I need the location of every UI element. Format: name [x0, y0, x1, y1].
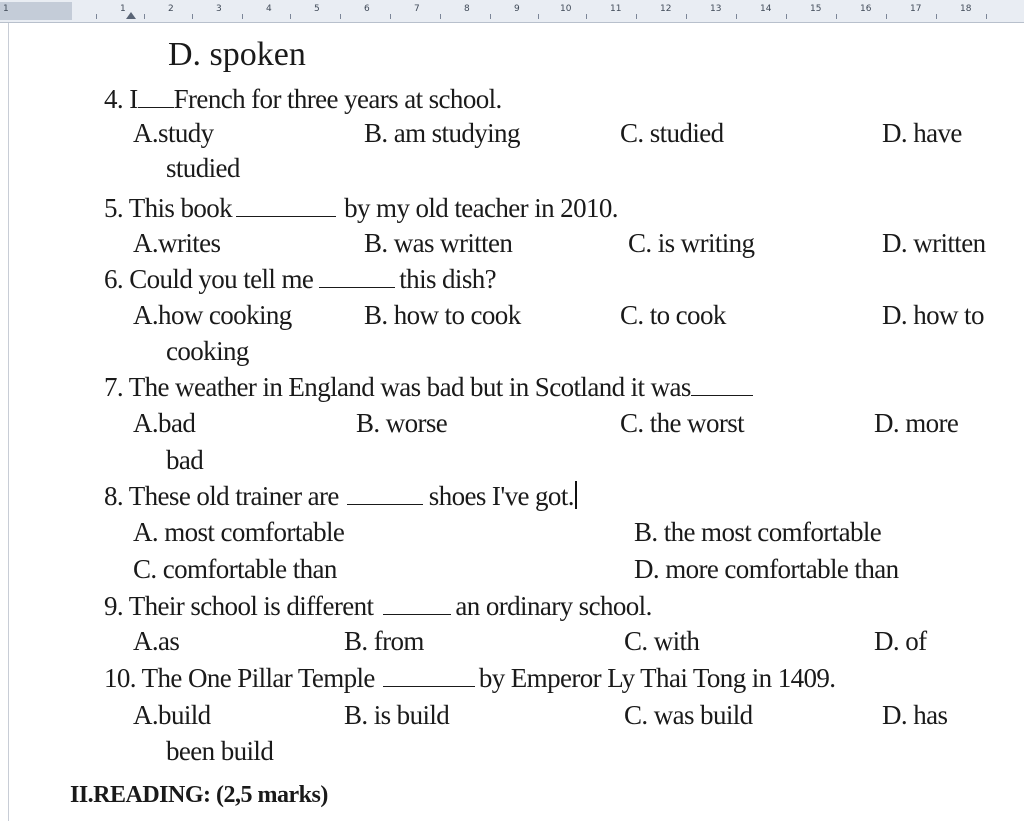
answer-blank: [383, 613, 451, 615]
question-text: this dish?: [399, 264, 497, 294]
option-c: C. is writing: [628, 228, 755, 258]
answer-blank: [319, 286, 395, 288]
ruler-number: 2: [168, 4, 174, 14]
section-heading: II.READING: (2,5 marks): [70, 782, 328, 808]
ruler-number: 13: [710, 4, 722, 14]
ruler-number: 15: [810, 4, 822, 14]
ruler-number: 14: [760, 4, 772, 14]
ruler-number: 10: [560, 4, 572, 14]
question-number: 9.: [104, 591, 124, 621]
option-a: A.how cooking: [133, 300, 292, 330]
option-d: D. more: [874, 408, 959, 438]
ruler-number: 5: [314, 4, 320, 14]
question-number: 8.: [104, 481, 124, 511]
horizontal-ruler[interactable]: [0, 0, 1024, 23]
option-a: A.as: [133, 626, 180, 656]
option-d: D. has: [882, 700, 948, 730]
option-b: B. am studying: [364, 118, 520, 148]
ruler-number: 16: [860, 4, 872, 14]
ruler-number: 18: [960, 4, 972, 14]
question-text: by Emperor Ly Thai Tong in 1409.: [478, 663, 836, 693]
question-text: This book: [128, 193, 233, 223]
ruler-number: 11: [610, 4, 622, 14]
option-b: B. the most comfortable: [634, 517, 882, 547]
option-c: C. with: [624, 626, 700, 656]
ruler-number: 1: [3, 4, 9, 14]
option-c: C. the worst: [620, 408, 745, 438]
option-c: C. was build: [624, 700, 753, 730]
answer-blank: [383, 685, 475, 687]
ruler-number: 9: [514, 4, 520, 14]
question-8: [104, 481, 577, 512]
question-number: 6.: [104, 264, 124, 294]
ruler-number: 6: [364, 4, 370, 14]
option-b: B. worse: [356, 408, 448, 438]
option-d: D. how to: [882, 300, 984, 330]
option-d-continued: been build: [166, 736, 274, 766]
ruler-number: 8: [464, 4, 470, 14]
option-b: B. is build: [344, 700, 450, 730]
option-a: A.study: [133, 118, 214, 148]
question-number: 10.: [104, 663, 136, 693]
page-margin-line: [8, 23, 9, 821]
option-b: B. from: [344, 626, 424, 656]
option-d-continued: cooking: [166, 336, 249, 366]
question-text: Their school is different: [128, 591, 374, 621]
ruler-margin-zone: [0, 2, 72, 20]
ruler-number: 17: [910, 4, 922, 14]
indent-marker[interactable]: [126, 12, 136, 19]
option-b: B. how to cook: [364, 300, 521, 330]
question-5: [104, 193, 618, 224]
option-a: A.writes: [133, 228, 221, 258]
question-text: by my old teacher in 2010.: [344, 193, 618, 223]
option-c: C. studied: [620, 118, 724, 148]
ruler-number: 1: [120, 4, 126, 14]
question-text: an ordinary school.: [455, 591, 652, 621]
question-4: [104, 84, 502, 115]
answer-blank: [691, 394, 753, 396]
question-7: [104, 372, 753, 403]
option-d-continued: bad: [166, 445, 204, 475]
question-number: 4.: [104, 84, 124, 114]
option-d: D. have: [882, 118, 962, 148]
ruler-number: 3: [216, 4, 222, 14]
option-a: A.bad: [133, 408, 196, 438]
question-10: [104, 663, 835, 694]
answer-blank: [347, 503, 423, 505]
option-d: D. of: [874, 626, 927, 656]
question-text: shoes I've got.: [428, 481, 574, 511]
ruler-number: 7: [414, 4, 420, 14]
question-text: French for three years at school.: [173, 84, 502, 114]
question-text: The One Pillar Temple: [141, 663, 375, 693]
option-c: C. comfortable than: [133, 554, 337, 584]
option-b: B. was written: [364, 228, 513, 258]
option-d-continued: studied: [166, 153, 240, 183]
option-a: A.build: [133, 700, 211, 730]
answer-blank: [138, 106, 174, 108]
question-text: Could you tell me: [129, 264, 314, 294]
ruler-number: 4: [266, 4, 272, 14]
question-number: 5.: [104, 193, 124, 223]
previous-option: D. spoken: [168, 36, 306, 73]
question-number: 7.: [104, 372, 124, 402]
question-text: I: [129, 84, 138, 114]
option-d: D. written: [882, 228, 986, 258]
question-6: [104, 264, 496, 295]
question-9: [104, 591, 652, 622]
option-c: C. to cook: [620, 300, 726, 330]
text-cursor: [575, 481, 577, 509]
answer-blank: [236, 215, 336, 217]
option-a: A. most comfortable: [133, 517, 345, 547]
option-d: D. more comfortable than: [634, 554, 899, 584]
question-text: These old trainer are: [128, 481, 339, 511]
ruler-number: 12: [660, 4, 672, 14]
question-text: The weather in England was bad but in Scotland it was: [128, 372, 691, 402]
